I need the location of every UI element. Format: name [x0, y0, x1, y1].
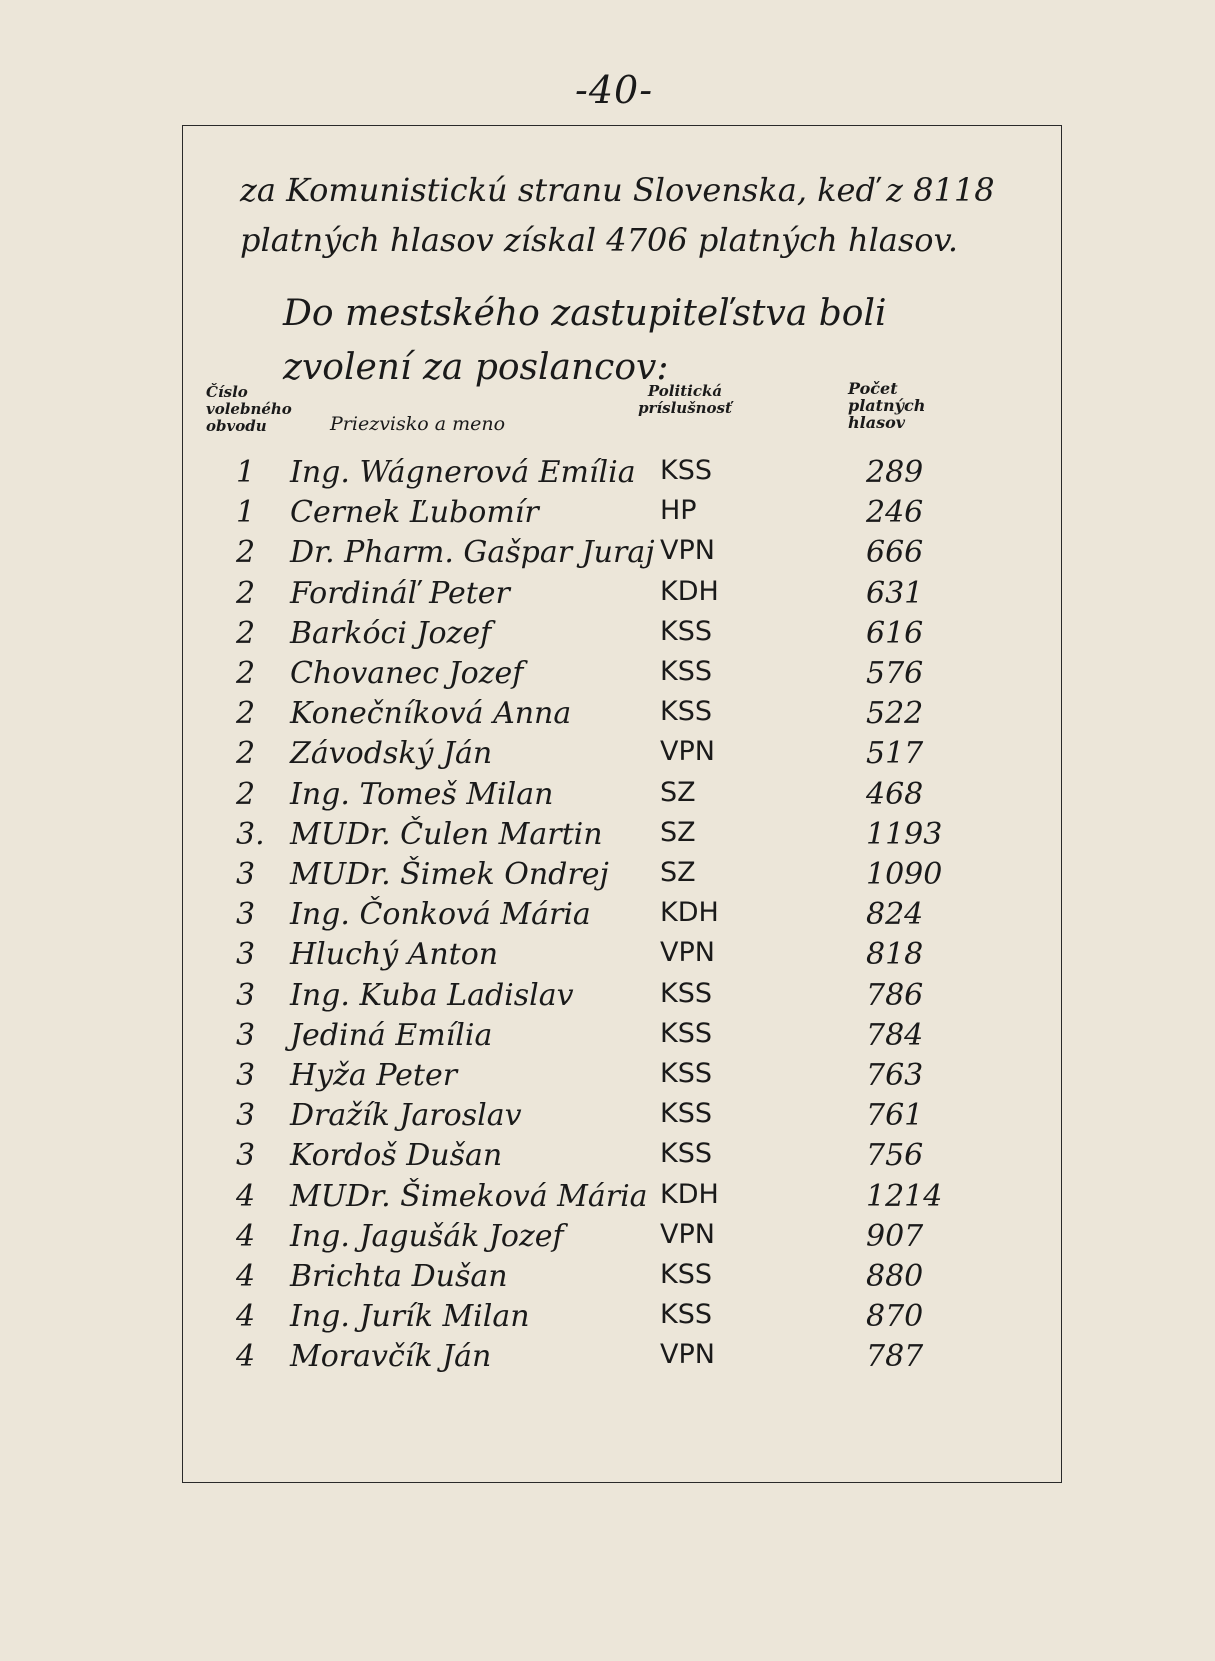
row-votes: 787	[866, 1339, 924, 1374]
row-votes: 761	[866, 1098, 924, 1133]
row-votes: 1193	[866, 817, 943, 852]
row-votes: 907	[866, 1219, 924, 1254]
row-district: 2	[236, 736, 256, 771]
row-party: KSS	[660, 1138, 712, 1169]
row-party: KSS	[660, 1299, 712, 1330]
page-number: -40-	[575, 68, 654, 112]
row-district: 2	[236, 535, 256, 570]
row-votes: 786	[866, 978, 924, 1013]
heading-line-1: Do mestského zastupiteľstva boli	[283, 293, 887, 334]
row-party: SZ	[660, 857, 696, 888]
row-votes: 631	[866, 576, 924, 611]
heading-line-2: zvolení za poslancov:	[283, 347, 669, 388]
row-district: 4	[236, 1339, 256, 1374]
row-party: KDH	[660, 576, 719, 607]
row-party: KSS	[660, 616, 712, 647]
intro-text	[240, 165, 1040, 265]
row-name: Ing. Jagušák Jozef	[290, 1219, 564, 1254]
row-votes: 756	[866, 1138, 924, 1173]
row-district: 3	[236, 1058, 256, 1093]
row-district: 3	[236, 1138, 256, 1173]
column-header-district: Číslo volebného obvodu	[206, 383, 292, 435]
row-district: 2	[236, 576, 256, 611]
row-name: Barkóci Jozef	[290, 616, 492, 651]
row-name: MUDr. Šimeková Mária	[290, 1179, 648, 1214]
row-votes: 666	[866, 535, 924, 570]
row-name: Cernek Ľubomír	[290, 495, 539, 530]
row-name: Ing. Kuba Ladislav	[290, 978, 574, 1013]
row-votes: 246	[866, 495, 924, 530]
row-name: Chovanec Jozef	[290, 656, 524, 691]
row-name: Dražík Jaroslav	[290, 1098, 522, 1133]
row-votes: 763	[866, 1058, 924, 1093]
column-header-votes: Počet platných hlasov	[848, 379, 926, 432]
intro-line-1: za Komunistickú stranu Slovenska, keď z 8118	[240, 171, 995, 209]
row-name: Fordináľ Peter	[290, 576, 510, 611]
row-party: KSS	[660, 1259, 712, 1290]
row-votes: 289	[866, 455, 924, 490]
row-district: 2	[236, 696, 256, 731]
row-district: 3	[236, 978, 256, 1013]
row-votes: 784	[866, 1018, 924, 1053]
row-votes: 522	[866, 696, 924, 731]
row-name: Ing. Wágnerová Emília	[290, 455, 636, 490]
row-district: 3	[236, 1018, 256, 1053]
row-votes: 517	[866, 736, 924, 771]
row-party: KSS	[660, 656, 712, 687]
row-party: SZ	[660, 817, 696, 848]
row-district: 3	[236, 897, 256, 932]
row-district: 2	[236, 777, 256, 812]
column-header-name: Priezvisko a meno	[330, 413, 506, 435]
row-district: 1	[236, 495, 256, 530]
row-party: VPN	[660, 736, 715, 767]
row-name: MUDr. Čulen Martin	[290, 817, 603, 852]
row-party: KSS	[660, 1018, 712, 1049]
row-votes: 1214	[866, 1179, 943, 1214]
intro-line-2: platných hlasov získal 4706 platných hlasov.	[240, 221, 959, 259]
row-party: KDH	[660, 897, 719, 928]
row-name: Hyža Peter	[290, 1058, 458, 1093]
row-name: Závodský Ján	[290, 736, 493, 771]
row-party: KSS	[660, 1098, 712, 1129]
row-party: KSS	[660, 1058, 712, 1089]
row-district: 3	[236, 937, 256, 972]
row-party: VPN	[660, 1219, 715, 1250]
row-district: 4	[236, 1219, 256, 1254]
row-district: 3.	[236, 817, 265, 852]
row-district: 4	[236, 1179, 256, 1214]
row-name: Konečníková Anna	[290, 696, 572, 731]
row-votes: 576	[866, 656, 924, 691]
row-district: 4	[236, 1299, 256, 1334]
row-name: Dr. Pharm. Gašpar Juraj	[290, 535, 655, 570]
column-header-party: Politická príslušnosť	[638, 382, 732, 417]
row-votes: 616	[866, 616, 924, 651]
row-name: Moravčík Ján	[290, 1339, 492, 1374]
row-party: KSS	[660, 978, 712, 1009]
row-name: Ing. Tomeš Milan	[290, 777, 554, 812]
row-votes: 1090	[866, 857, 943, 892]
row-party: KSS	[660, 455, 712, 486]
row-name: Kordoš Dušan	[290, 1138, 503, 1173]
row-name: Hluchý Anton	[290, 937, 499, 972]
row-party: KSS	[660, 696, 712, 727]
row-party: KDH	[660, 1179, 719, 1210]
row-district: 1	[236, 455, 256, 490]
row-name: MUDr. Šimek Ondrej	[290, 857, 609, 892]
row-name: Brichta Dušan	[290, 1259, 508, 1294]
row-votes: 870	[866, 1299, 924, 1334]
row-district: 2	[236, 656, 256, 691]
row-district: 2	[236, 616, 256, 651]
row-district: 3	[236, 1098, 256, 1133]
row-party: VPN	[660, 1339, 715, 1370]
row-name: Ing. Čonková Mária	[290, 897, 591, 932]
row-votes: 880	[866, 1259, 924, 1294]
row-party: HP	[660, 495, 697, 526]
row-party: VPN	[660, 937, 715, 968]
row-name: Ing. Jurík Milan	[290, 1299, 530, 1334]
row-party: VPN	[660, 535, 715, 566]
row-district: 3	[236, 857, 256, 892]
row-party: SZ	[660, 777, 696, 808]
row-votes: 824	[866, 897, 924, 932]
row-name: Jediná Emília	[290, 1018, 493, 1053]
row-votes: 468	[866, 777, 924, 812]
row-district: 4	[236, 1259, 256, 1294]
row-votes: 818	[866, 937, 924, 972]
